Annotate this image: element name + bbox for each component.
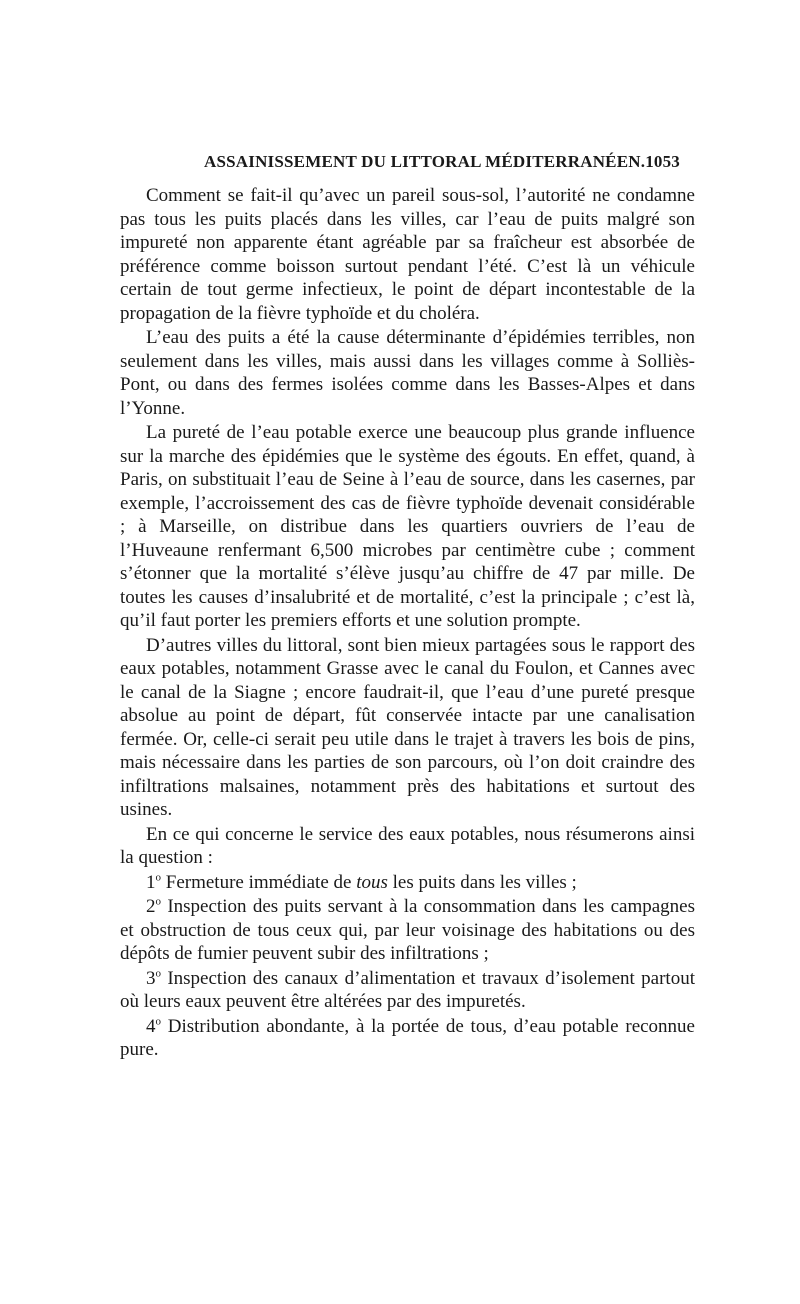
body-text [120, 184, 695, 1063]
list-number: 4 [146, 1015, 156, 1037]
list-ordinal-mark: o [155, 967, 161, 980]
running-head [120, 152, 680, 178]
list-ordinal-mark: o [155, 871, 161, 884]
running-title: ASSAINISSEMENT DU LITTORAL MÉDITERRANÉEN. [204, 152, 646, 171]
list-text: Inspection des canaux d’alimentation et travaux d’isolement partout où leurs eaux peuvent être altérées par des impuretés. [120, 967, 695, 1012]
list-number: 3 [146, 967, 156, 989]
list-text: Distribution abondante, à la portée de tous, d’eau potable reconnue pure. [120, 1015, 695, 1060]
list-text-end: les puits dans les villes ; [387, 871, 577, 893]
list-text: Fermeture immédiate de [161, 871, 357, 893]
list-text: Inspection des puits servant à la consommation dans les campagnes et obstruction de tous ceux qui, par leur voisinage des habitations ou des dépôts de fumier peuvent subir des infiltrations ; [120, 896, 695, 964]
page-number: 1053 [645, 152, 680, 171]
paragraph-1: Comment se fait-il qu’avec un pareil sous-sol, l’autorité ne condamne pas tous les puits placés dans les villes, car l’eau de puits malgré son impureté non apparente étant agréable par sa fraîcheur est absorbée de préférence comme boisson surtout pendant l’été. C’est là un véhicule certain de tout germe infectieux, le point de départ incontestable de la propagation de la fièvre typhoïde et du choléra. [120, 185, 695, 324]
paragraph-5: En ce qui concerne le service des eaux potables, nous résumerons ainsi la question : [120, 823, 695, 868]
list-item-2 [120, 895, 695, 966]
list-number: 2 [146, 896, 156, 917]
list-ordinal-mark: o [155, 895, 161, 908]
list-item-3 [120, 967, 695, 1014]
paragraph-3: La pureté de l’eau potable exerce une beaucoup plus grande influence sur la marche des épidémies que le système des égouts. En effet, quand, à Paris, on substituait l’eau de Seine à l’eau de source, dans les casernes, par exemple, l’accroissement des cas de fièvre typhoïde devenait considérable ; à Marseille, on distribue dans les quartiers ouvriers de l’eau de l’Huveaune renfermant 6,500 microbes par centimètre cube ; comment s’étonner que la mortalité s’élève jusqu’au chiffre de 47 par mille. De toutes les causes d’insalubrité et de mortalité, c’est la principale ; c’est là, qu’il faut porter les premiers efforts et une solution prompte. [120, 422, 695, 631]
list-item-4 [120, 1015, 695, 1062]
list-emphasis: tous [356, 871, 388, 893]
list-ordinal-mark: o [155, 1015, 161, 1028]
paragraph-2: L’eau des puits a été la cause déterminante d’épidémies terribles, non seulement dans les villes, mais aussi dans les villages comme à Solliès-Pont, ou dans des fermes isolées comme dans les Basses-Alpes et dans l’Yonne. [120, 327, 695, 419]
list-item-1 [120, 871, 695, 895]
list-number: 1 [146, 871, 156, 893]
paragraph-4: D’autres villes du littoral, sont bien mieux partagées sous le rapport des eaux potables, notamment Grasse avec le canal du Foulon, et Cannes avec le canal de la Siagne ; encore faudrait-il, que l’eau d’une pureté presque absolue au point de départ, fût conservée intacte par une canalisation fermée. Or, celle-ci serait peu utile dans le trajet à travers les bois de pins, mais nécessaire dans les parties de son parcours, où l’on doit craindre des infiltrations malsaines, notamment près des habitations et surtout des usines. [120, 634, 695, 820]
